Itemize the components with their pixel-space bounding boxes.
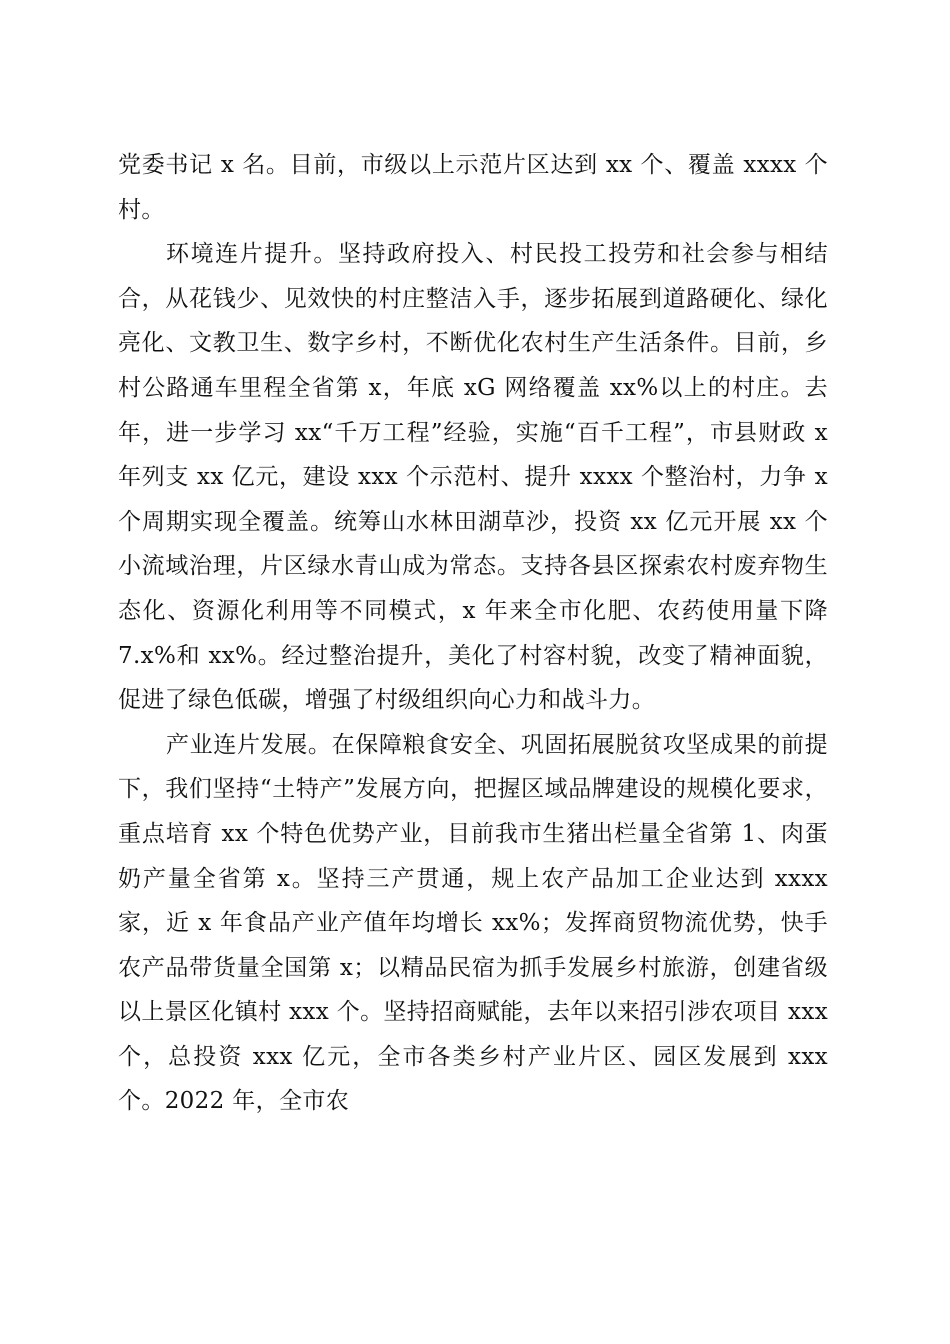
paragraph-party-secretary-continuation: 党委书记 x 名。目前，市级以上示范片区达到 xx 个、覆盖 xxxx 个村。 (118, 152, 828, 223)
document-page (118, 143, 828, 1124)
paragraph-environment-improvement: 环境连片提升。坚持政府投入、村民投工投劳和社会参与相结合，从花钱少、见效快的村庄整洁入手，逐步拓展到道路硬化、绿化亮化、文教卫生、数字乡村，不断优化农村生产生活条件。目前，乡村公路通车里程全省第 x，年底 xG 网络覆盖 xx%以上的村庄。去年，进一步学习 xx“千万工程”经验，实施“百千工程”，市县财政 x 年列支 xx 亿元，建设 xxx 个示范村、提升 xxxx 个整治村，力争 x 个周期实现全覆盖。统筹山水林田湖草沙，投资 xx 亿元开展 xx 个小流域治理，片区绿水青山成为常态。支持各县区探索农村废弃物生态化、资源化利用等不同模式，x 年来全市化肥、农药使用量下降 7.x%和 xx%。经过整治提升，美化了村容村貌，改变了精神面貌，促进了绿色低碳，增强了村级组织向心力和战斗力。 (118, 241, 828, 714)
paragraph-industry-development: 产业连片发展。在保障粮食安全、巩固拓展脱贫攻坚成果的前提下，我们坚持“土特产”发展方向，把握区域品牌建设的规模化要求，重点培育 xx 个特色优势产业，目前我市生猪出栏量全省第 1、肉蛋奶产量全省第 x。坚持三产贯通，规上农产品加工企业达到 xxxx 家，近 x 年食品产业产值年均增长 xx%；发挥商贸物流优势，快手农产品带货量全国第 x；以精品民宿为抓手发展乡村旅游，创建省级以上景区化镇村 xxx 个。坚持招商赋能，去年以来招引涉农项目 xxx 个，总投资 xxx 亿元，全市各类乡村产业片区、园区发展到 xxx 个。2022 年，全市农 (118, 731, 829, 1115)
